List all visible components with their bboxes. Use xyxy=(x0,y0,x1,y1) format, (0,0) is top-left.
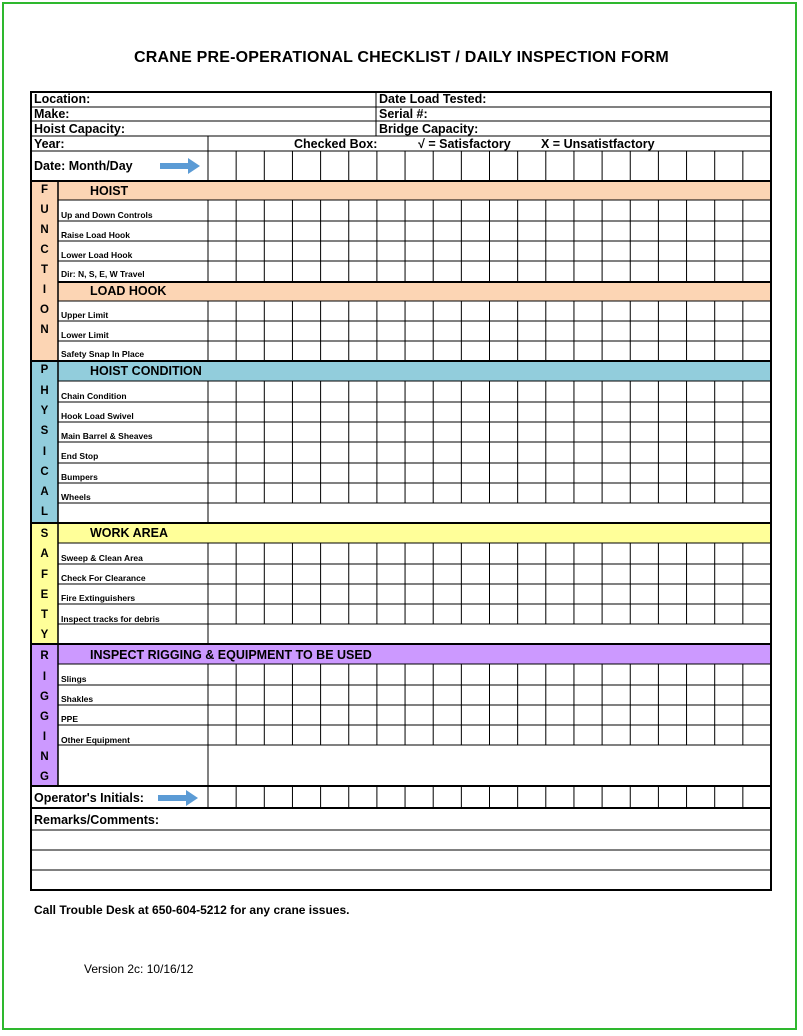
list-item: Main Barrel & Sheaves xyxy=(61,431,153,441)
vertical-letter: A xyxy=(40,548,49,560)
vertical-letter: E xyxy=(40,589,49,601)
vertical-letter: I xyxy=(42,671,47,683)
unsatisfactory-legend: X = Unsatistfactory xyxy=(541,137,655,151)
version-label: Version 2c: 10/16/12 xyxy=(84,962,194,976)
list-item: Lower Limit xyxy=(61,330,109,340)
location-label: Location: xyxy=(34,92,91,106)
date-month-day-label: Date: Month/Day xyxy=(34,159,133,173)
vertical-letter: U xyxy=(40,204,49,216)
list-item: Fire Extinguishers xyxy=(61,593,136,603)
operators-initials-label: Operator's Initials: xyxy=(34,791,144,805)
arrow-right-icon xyxy=(158,156,208,176)
section-rigging-title: INSPECT RIGGING & EQUIPMENT TO BE USED xyxy=(90,648,372,662)
vertical-letter: T xyxy=(40,609,49,621)
trouble-desk-note: Call Trouble Desk at 650-604-5212 for any crane issues. xyxy=(34,903,350,917)
list-item: Hook Load Swivel xyxy=(61,411,134,421)
vertical-letter: S xyxy=(40,528,49,540)
vertical-letter: Y xyxy=(40,629,49,641)
list-item: Raise Load Hook xyxy=(61,230,130,240)
list-item: Slings xyxy=(61,674,87,684)
vertical-letter: P xyxy=(40,364,49,376)
vertical-letter: N xyxy=(40,751,49,763)
vertical-letter: F xyxy=(40,184,49,196)
side-band-safety xyxy=(31,523,58,644)
vertical-letter: G xyxy=(40,771,49,783)
list-item: Up and Down Controls xyxy=(61,210,153,220)
vertical-letter: O xyxy=(40,304,49,316)
vertical-letter: S xyxy=(40,425,49,437)
list-item: Upper Limit xyxy=(61,310,109,320)
checked-box-label: Checked Box: xyxy=(294,137,378,151)
form-title: CRANE PRE-OPERATIONAL CHECKLIST / DAILY INSPECTION FORM xyxy=(134,49,669,66)
list-item: Sweep & Clean Area xyxy=(61,553,143,563)
vertical-letter: T xyxy=(40,264,49,276)
vertical-letter: C xyxy=(40,244,49,256)
vertical-letter: I xyxy=(42,446,47,458)
list-item: Shakles xyxy=(61,694,94,704)
vertical-letter: A xyxy=(40,486,49,498)
list-item: PPE xyxy=(61,714,79,724)
list-item: Check For Clearance xyxy=(61,573,146,583)
vertical-letter: R xyxy=(40,650,49,662)
section-hoist-condition-title: HOIST CONDITION xyxy=(90,364,202,378)
make-label: Make: xyxy=(34,107,70,121)
vertical-letter: N xyxy=(40,324,49,336)
list-item: Inspect tracks for debris xyxy=(61,614,160,624)
section-load-hook-title: LOAD HOOK xyxy=(90,284,167,298)
vertical-letter: Y xyxy=(40,405,49,417)
list-item: Dir: N, S, E, W Travel xyxy=(61,269,145,279)
vertical-letter: I xyxy=(42,731,47,743)
list-item: Wheels xyxy=(61,492,91,502)
hoist-capacity-label: Hoist Capacity: xyxy=(34,122,125,136)
vertical-letter: H xyxy=(40,385,49,397)
section-work-area-title: WORK AREA xyxy=(90,526,169,540)
satisfactory-legend: √ = Satisfactory xyxy=(418,137,511,151)
list-item: Other Equipment xyxy=(61,735,130,745)
list-item: End Stop xyxy=(61,451,99,461)
remarks-label: Remarks/Comments: xyxy=(34,813,160,827)
serial-label: Serial #: xyxy=(379,107,428,121)
section-hoist-title: HOIST xyxy=(90,184,129,198)
list-item: Lower Load Hook xyxy=(61,250,133,260)
bridge-capacity-label: Bridge Capacity: xyxy=(379,122,479,136)
list-item: Bumpers xyxy=(61,472,98,482)
vertical-letter: L xyxy=(40,506,49,518)
vertical-letter: C xyxy=(40,466,49,478)
section-band-hoist xyxy=(58,181,771,200)
list-item: Safety Snap In Place xyxy=(61,349,145,359)
vertical-letter: I xyxy=(42,284,47,296)
year-label: Year: xyxy=(34,137,65,151)
vertical-letter: F xyxy=(40,569,49,581)
arrow-right-icon xyxy=(156,788,206,808)
vertical-letter: N xyxy=(40,224,49,236)
vertical-letter: G xyxy=(40,711,49,723)
list-item: Chain Condition xyxy=(61,391,127,401)
vertical-letter: G xyxy=(40,691,49,703)
date-load-tested-label: Date Load Tested: xyxy=(379,92,487,106)
